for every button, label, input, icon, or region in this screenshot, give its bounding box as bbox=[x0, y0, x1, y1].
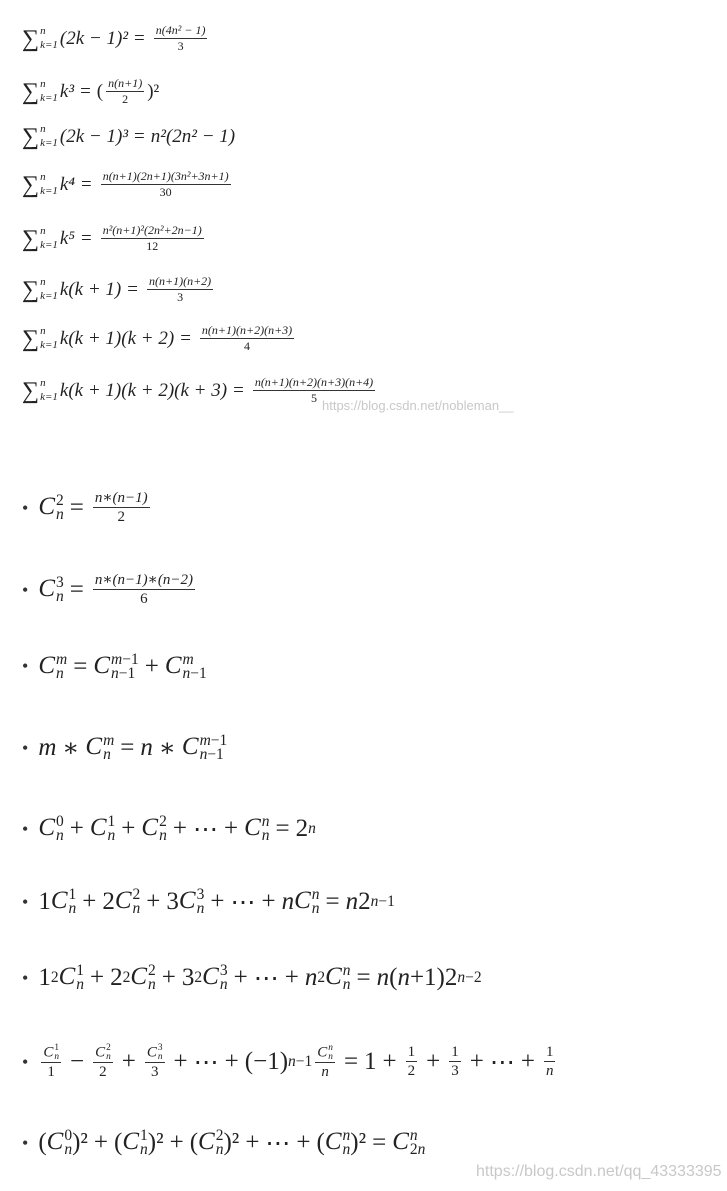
sum-formula-8: ∑ n k=1 k(k + 1)(k + 2)(k + 3) = $\frac{n(n+1)(n+2)(n+3)(n+4)}{5}$ bbox=[22, 375, 374, 405]
watermark-2: https://blog.csdn.net/qq_43333395 bbox=[476, 1163, 722, 1180]
sum-formula-3: ∑ n k=1 (2k − 1)³ = n²(2n² − 1) bbox=[22, 123, 236, 150]
sum-formula-1: ∑ n k=1 (2k − 1)² = $\frac{\text{n(4n² − 1)}}{3}$ bbox=[22, 23, 206, 53]
fraction: $\frac{\text{n(n+1)(2n+1)(3n²+3n+1)}}{30}$ bbox=[102, 169, 229, 199]
sum-lhs: k(k + 1)(k + 2)(k + 3) bbox=[59, 379, 228, 401]
fraction: $\frac{n(n+1)}{2}$ bbox=[108, 76, 143, 106]
sum-lhs: (2k − 1)³ bbox=[59, 125, 129, 147]
sum-lhs: k³ bbox=[59, 80, 75, 102]
sum-formula-5: ∑ n k=1 k⁵ = $\frac{\text{n²(n+1)²(2n²+2n−1)}}{12}$ bbox=[22, 223, 202, 253]
fraction: $\frac{n(n+1)(n+2)}{3}$ bbox=[148, 274, 212, 304]
sum-lhs: k(k + 1) bbox=[59, 278, 122, 300]
combo-formula-8: • C 1 n 1 − C 2 n 2 + C 3 n 3 + ⋯ + (−1) n−1 C n n n = 1 + $\frac{1}{2}$ + $\frac{1}{3}$ + ⋯ + $\frac{1}{n}$ bbox=[22, 1043, 554, 1080]
sum-lhs: k⁵ bbox=[59, 227, 75, 249]
combo-formula-2: • C 3 n = $\frac{n∗(n-1)∗(n-2)}{6}$ bbox=[22, 572, 193, 608]
sum-lhs: (2k − 1)² bbox=[59, 27, 129, 49]
combo-formula-1: • C 2 n = $\frac{n∗(n-1)}{2}$ bbox=[22, 490, 148, 526]
combo-formula-9: • ( C 0 n )² + ( C 1 n )² + ( C 2 n )² + ⋯ + ( C n n )² = C n 2n bbox=[22, 1126, 426, 1159]
fraction: $\frac{n∗(n-1)}{2}$ bbox=[94, 490, 148, 526]
fraction: $\frac{n∗(n-1)∗(n-2)}{6}$ bbox=[94, 572, 193, 608]
combo-formula-6: • 1 C 1 n + 2 C 2 n + 3 C 3 n + ⋯ + n C n n = n 2 n−1 bbox=[22, 885, 395, 918]
sum-formula-4: ∑ n k=1 k⁴ = $\frac{\text{n(n+1)(2n+1)(3n²+3n+1)}}{30}$ bbox=[22, 169, 229, 199]
watermark-1: https://blog.csdn.net/nobleman__ bbox=[322, 398, 514, 413]
combo-formula-5: • C 0 n + C 1 n + C 2 n + ⋯ + C n n = 2 n bbox=[22, 812, 316, 845]
combo-formula-3: • C m n = C m−1 n−1 + C m n−1 bbox=[22, 650, 207, 683]
combo-formula-7: • 1 2 C 1 n + 2 2 C 2 n + 3 2 C 3 n + ⋯ + n 2 C n n = n ( n +1)2 n−2 bbox=[22, 961, 482, 994]
sum-lhs: k⁴ bbox=[59, 173, 75, 195]
sum-formula-7: ∑ n k=1 k(k + 1)(k + 2) = $\frac{n(n+1)(n+2)(n+3)}{4}$ bbox=[22, 323, 293, 353]
combo-formula-4: • m ∗ C m n = n ∗ C m−1 n−1 bbox=[22, 731, 228, 764]
fraction: $\frac{\text{n(4n² − 1)}}{3}$ bbox=[155, 23, 206, 53]
sum-rhs: n²(2n² − 1) bbox=[150, 125, 236, 147]
sum-formula-6: ∑ n k=1 k(k + 1) = $\frac{n(n+1)(n+2)}{3}$ bbox=[22, 274, 212, 304]
fraction: $\frac{\text{n²(n+1)²(2n²+2n−1)}}{12}$ bbox=[102, 223, 202, 253]
sum-formula-2: ∑ n k=1 k³ = ( $\frac{n(n+1)}{2}$ )² bbox=[22, 76, 160, 106]
fraction: $\frac{n(n+1)(n+2)(n+3)(n+4)}{5}$ bbox=[254, 375, 374, 405]
fraction: $\frac{n(n+1)(n+2)(n+3)}{4}$ bbox=[201, 323, 293, 353]
sum-lhs: k(k + 1)(k + 2) bbox=[59, 327, 175, 349]
